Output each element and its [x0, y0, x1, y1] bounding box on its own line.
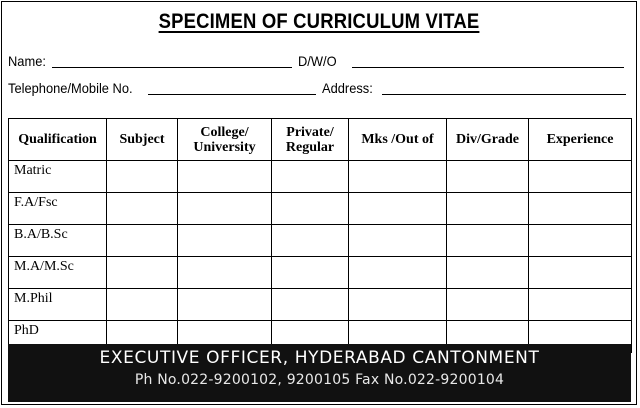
qualification-table — [8, 118, 632, 353]
header-experience: Experience — [529, 119, 632, 161]
header-qualification: Qualification — [9, 119, 107, 161]
table-cell[interactable] — [447, 193, 529, 225]
name-label: Name: — [8, 53, 46, 69]
table-cell[interactable] — [107, 289, 178, 321]
row-qualification-label: M.A/M.Sc — [9, 257, 107, 289]
contact-footer — [8, 344, 631, 402]
table-cell[interactable] — [178, 193, 272, 225]
address-label: Address: — [322, 80, 373, 96]
table-cell[interactable] — [447, 161, 529, 193]
table-cell[interactable] — [529, 161, 632, 193]
table-cell[interactable] — [107, 257, 178, 289]
header-marks-out-of: Mks /Out of — [349, 119, 447, 161]
header-private-regular: Private/ Regular — [272, 119, 349, 161]
table-cell[interactable] — [529, 225, 632, 257]
header-college-university: College/ University — [178, 119, 272, 161]
header-div-grade: Div/Grade — [447, 119, 529, 161]
table-cell[interactable] — [447, 257, 529, 289]
table-cell[interactable] — [178, 161, 272, 193]
table-cell[interactable] — [349, 257, 447, 289]
table-row — [9, 289, 632, 321]
row-qualification-label: F.A/Fsc — [9, 193, 107, 225]
table-cell[interactable] — [178, 289, 272, 321]
table-row — [9, 193, 632, 225]
header-subject: Subject — [107, 119, 178, 161]
row-qualification-label: Matric — [9, 161, 107, 193]
footer-office: EXECUTIVE OFFICER, HYDERABAD CANTONMENT — [99, 348, 540, 368]
table-cell[interactable] — [447, 289, 529, 321]
table-cell[interactable] — [529, 257, 632, 289]
table-cell[interactable] — [349, 225, 447, 257]
table-cell[interactable] — [349, 161, 447, 193]
table-cell[interactable] — [107, 225, 178, 257]
table-cell[interactable] — [178, 257, 272, 289]
phone-label: Telephone/Mobile No. — [8, 80, 133, 96]
table-cell[interactable] — [107, 193, 178, 225]
dwo-field[interactable] — [352, 67, 624, 68]
table-row — [9, 257, 632, 289]
table-row — [9, 225, 632, 257]
dwo-label: D/W/O — [298, 53, 337, 69]
row-qualification-label: M.Phil — [9, 289, 107, 321]
table-cell[interactable] — [272, 257, 349, 289]
form-title: SPECIMEN OF CURRICULUM VITAE — [158, 10, 480, 33]
table-cell[interactable] — [529, 193, 632, 225]
row-qualification-label: PhD — [9, 321, 107, 353]
table-cell[interactable] — [447, 225, 529, 257]
table-cell[interactable] — [349, 193, 447, 225]
table-header-row — [9, 119, 632, 161]
table-cell[interactable] — [107, 161, 178, 193]
table-cell[interactable] — [529, 289, 632, 321]
table-cell[interactable] — [272, 193, 349, 225]
address-field[interactable] — [382, 94, 626, 95]
table-row — [9, 161, 632, 193]
table-cell[interactable] — [272, 225, 349, 257]
phone-field[interactable] — [148, 94, 316, 95]
table-cell[interactable] — [178, 225, 272, 257]
name-field[interactable] — [52, 67, 292, 68]
table-cell[interactable] — [349, 289, 447, 321]
table-cell[interactable] — [272, 289, 349, 321]
footer-contact-numbers: Ph No.022-9200102, 9200105 Fax No.022-9200104 — [134, 372, 505, 388]
table-cell[interactable] — [272, 161, 349, 193]
row-qualification-label: B.A/B.Sc — [9, 225, 107, 257]
